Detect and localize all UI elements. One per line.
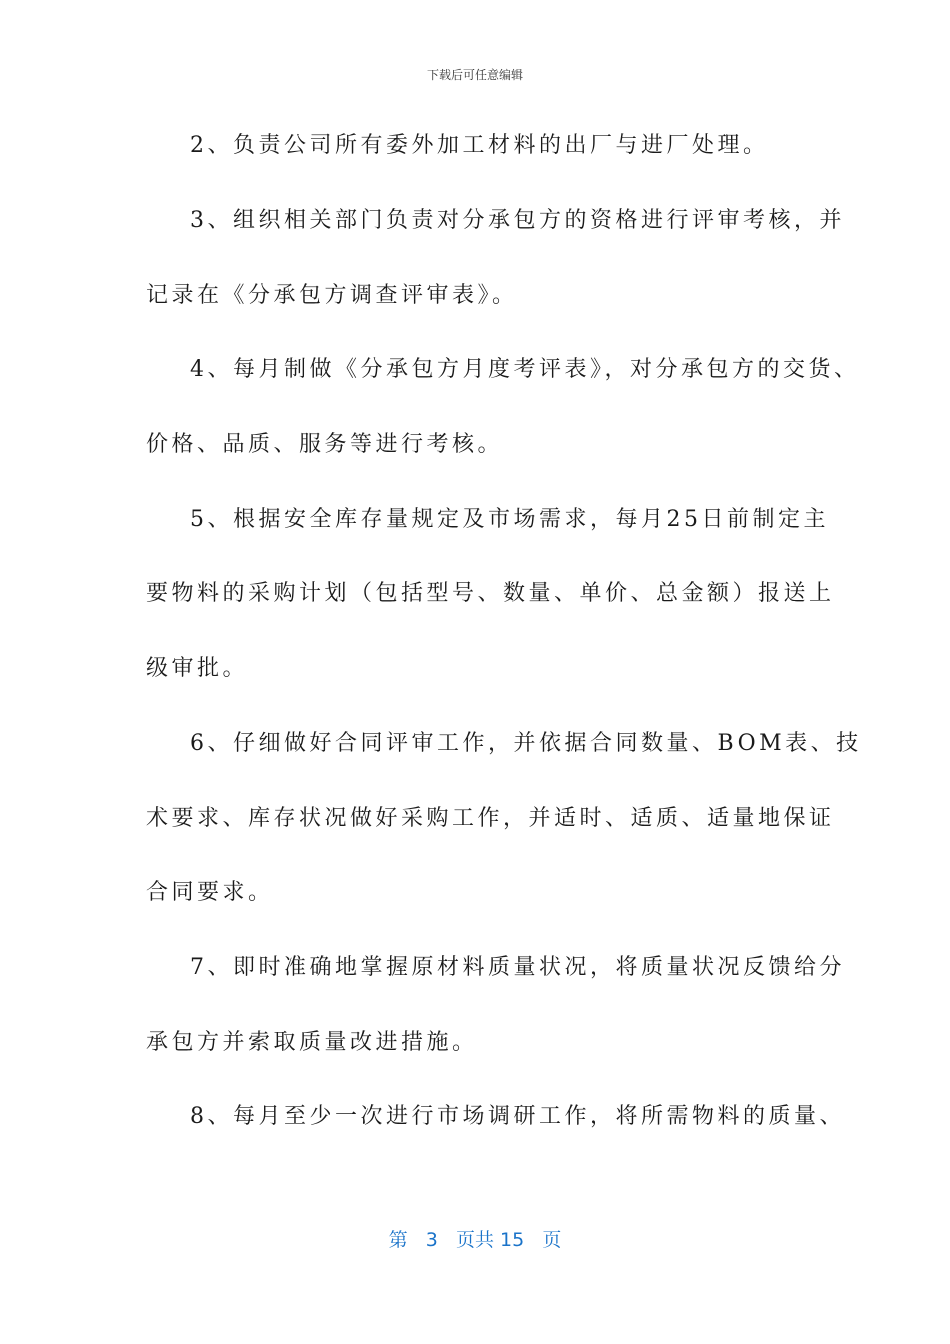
paragraph-line: 承包方并索取质量改进措施。 [146,1030,478,1055]
paragraph-line: 级审批。 [146,656,249,681]
total-pages-number: 15 [500,1229,525,1251]
paragraph-line: 3、组织相关部门负责对分承包方的资格进行评审考核，并 [190,208,845,233]
paragraph-line: 8、每月至少一次进行市场调研工作，将所需物料的质量、 [190,1104,845,1129]
paragraph-line: 要物料的采购计划（包括型号、数量、单价、总金额）报送上 [146,581,835,606]
page-header: 下载后可任意编辑 [426,68,523,82]
paragraph-line: 合同要求。 [146,880,274,905]
paragraph-line: 7、即时准确地掌握原材料质量状况，将质量状况反馈给分 [190,955,845,980]
paragraph-line: 术要求、库存状况做好采购工作，并适时、适质、适量地保证 [146,806,835,831]
paragraph-line: 6、仔细做好合同评审工作，并依据合同数量、BOM表、技 [190,731,862,756]
page-label-prefix: 第 [388,1229,408,1251]
paragraph-line: 记录在《分承包方调查评审表》。 [146,283,518,308]
current-page-number: 3 [425,1229,438,1251]
paragraph-line: 价格、品质、服务等进行考核。 [146,432,504,457]
page-footer [0,1225,950,1252]
paragraph-line: 2、负责公司所有委外加工材料的出厂与进厂处理。 [190,133,769,158]
paragraph-line: 4、每月制做《分承包方月度考评表》，对分承包方的交货、 [190,357,860,382]
page-label-mid: 页共 [455,1229,494,1251]
paragraph-line: 5、根据安全库存量规定及市场需求，每月25日前制定主 [190,507,829,532]
page-label-suffix: 页 [542,1229,562,1251]
